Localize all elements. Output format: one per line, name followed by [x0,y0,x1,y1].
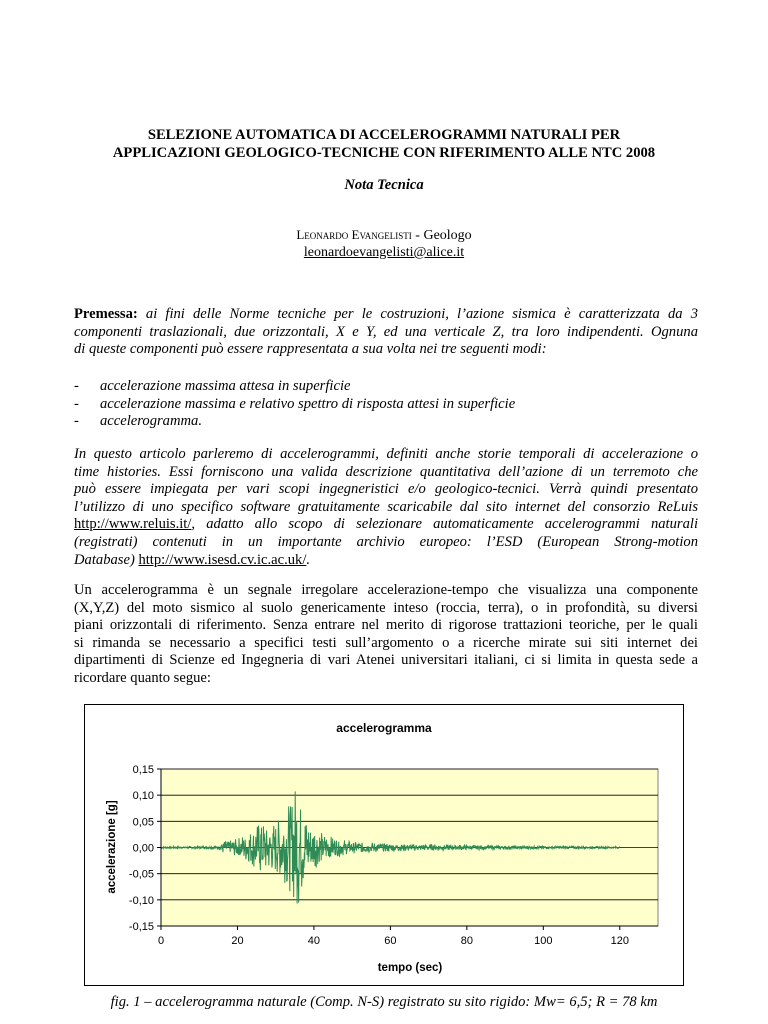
isesd-link[interactable]: http://www.isesd.cv.ic.ac.uk/ [138,551,307,568]
list-item [74,396,698,414]
author-email-link[interactable]: leonardoevangelisti@alice.it [303,245,465,260]
y-tick-label: -0,10 [128,894,154,907]
list-item-text: accelerogramma. [100,413,202,430]
article-line-7: Database) [74,551,139,568]
y-tick-label: -0,05 [128,868,154,881]
x-axis-label: tempo (sec) [377,962,443,974]
list-item [74,413,698,431]
body-line-3: piani orizzontali di riferimento. Senza entrare nel merito di rigorose trattazioni teoriche, per le quali [74,617,698,634]
title-line-2: APPLICAZIONI GEOLOGICO-TECNICHE CON RIFERIMENTO ALLE NTC 2008 [112,145,656,161]
list-dash: - [74,413,79,430]
subtitle: Nota Tecnica [344,177,424,193]
chart-title: accelerogramma [336,721,432,735]
article-line-4: l’utilizzo di uno specifico software gratuitamente scaricabile dal sito internet del consorzio ReLuis [74,498,698,515]
author-block [0,226,768,261]
author-separator: - [411,228,424,243]
x-axis-ticks [158,926,629,947]
premessa-line-3: di queste componenti può essere rappresentata a sua volta nei tre seguenti modi: [74,341,547,358]
body-line-4: si rimanda se necessario a specifici testi sull’argomento o a ricerche mirate sui siti internet dei [74,634,698,651]
x-tick-label: 20 [231,935,244,947]
list-item [74,378,698,396]
body-line-6: ricordare quanto segue: [74,669,211,686]
body-line-5: dipartimenti di Scienze ed Ingegneria di vari Atenei universitari italiani, ci si limita in questa sede a [74,652,698,669]
article-line-6: (registrati) contenuti in un importante archivio europeo: l’ESD (European Strong-motion [74,533,698,550]
author-role: Geologo [423,228,472,243]
representation-list [74,378,698,431]
article-paragraph [74,446,698,569]
y-axis-ticks [129,764,161,933]
premessa-line-1: ai fini delle Norme tecniche per le costruzioni, l’azione sismica è caratterizzata da 3 [137,306,698,322]
list-dash: - [74,395,79,412]
body-line-2: (X,Y,Z) del moto sismico al suolo genericamente inteso (roccia, terra), o in profondità, su diversi [74,599,698,616]
x-tick-label: 0 [157,935,165,947]
body-line-1: Un accelerogramma è un segnale irregolare accelerazione-tempo che visualizza una componente [74,582,698,598]
x-tick-label: 80 [460,935,473,947]
y-tick-label: 0,05 [132,816,154,829]
y-axis-label: accelerazione [g] [106,800,118,894]
reluis-link[interactable]: http://www.reluis.it/ [74,516,192,533]
y-tick-label: 0,15 [132,764,154,776]
body-paragraph [74,582,698,688]
accelerogram-figure [84,704,684,986]
article-line-1: In questo articolo parleremo di accelerogrammi, definiti anche storie temporali di accelerazione o [74,446,698,462]
title-line-1: SELEZIONE AUTOMATICA DI ACCELEROGRAMMI NATURALI PER [147,127,621,143]
premessa-line-2: componenti traslazionali, due orizzontali, X e Y, ed una verticale Z, tra loro indipendenti. Ognuna [74,323,698,340]
document-title [60,126,708,162]
x-tick-label: 60 [384,935,397,947]
figure-caption: fig. 1 – accelerogramma naturale (Comp. N-S) registrato su sito rigido: Mw= 6,5; R = 78 km [110,994,658,1010]
y-tick-label: 0,00 [132,842,154,855]
y-tick-label: -0,15 [128,921,154,933]
x-tick-label: 40 [307,935,321,947]
article-line-7-end: . [306,551,311,568]
x-tick-label: 120 [610,935,629,947]
author-name: Leonardo Evangelisti [296,227,412,242]
y-tick-label: 0,10 [132,790,154,803]
list-item-text: accelerazione massima attesa in superficie [100,378,351,394]
x-tick-label: 100 [534,935,553,947]
premessa-paragraph [74,306,698,359]
premessa-label: Premessa: [74,306,138,322]
article-line-3: può essere impiegata per vari scopi ingegneristici e/o geologico-tecnici. Verrà quindi presentato [74,481,698,498]
list-item-text: accelerazione massima e relativo spettro di risposta attesi in superficie [100,395,516,412]
list-dash: - [74,378,79,394]
article-line-5: , adatto allo scopo di selezionare automaticamente accelerogrammi naturali [191,516,698,533]
accelerogram-chart [85,705,683,985]
article-line-2: time histories. Essi forniscono una valida descrizione quantitativa dell’azione di un terremoto che [74,463,698,480]
